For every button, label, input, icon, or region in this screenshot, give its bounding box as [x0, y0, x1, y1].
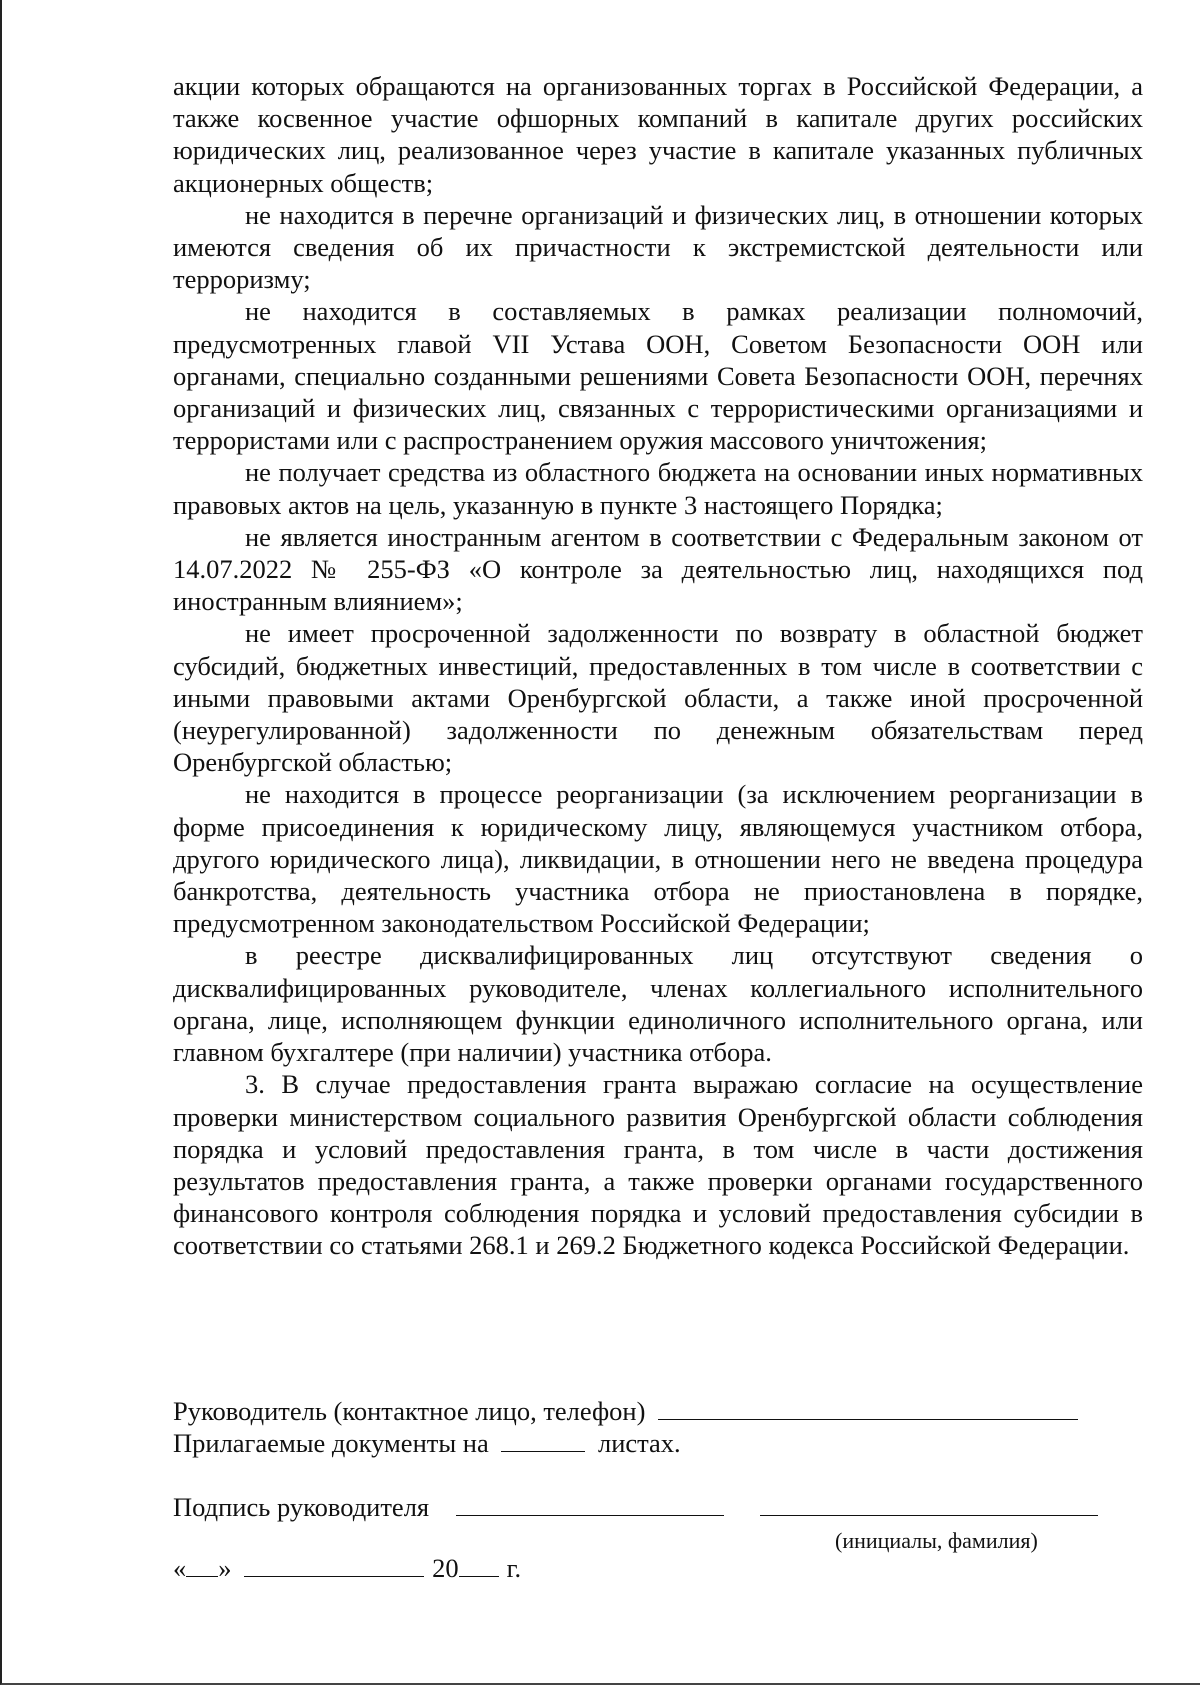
attachments-count-blank[interactable]: [501, 1450, 585, 1452]
paragraph-foreign-agent: не является иностранным агентом в соответствии с Федеральным законом от 14.07.2022 № 255-ФЗ «О контроле за деятельностью лиц, находящихся под иностранным влиянием»;: [173, 521, 1143, 617]
signature-row: [173, 1491, 1098, 1523]
month-blank[interactable]: [244, 1575, 424, 1577]
document-body: [173, 70, 1143, 1262]
paragraph-reorganization: не находится в процессе реорганизации (за исключением реорганизации в форме присоединения к юридическому лицу, являющемуся участником отбора, другого юридического лица), ликвидации, в отношении него не введена процедура банкротства, деятельность участника отбора не приостановлена в порядке, предусмотренном законодательством Российской Федерации;: [173, 779, 1143, 939]
paragraph-continuation: акции которых обращаются на организованных торгах в Российской Федерации, а также косвенное участие офшорных компаний в капитале других российских юридических лиц, реализованное через участие в капитале указанных публичных акционерных обществ;: [173, 71, 1143, 198]
contact-blank-line[interactable]: [658, 1418, 1078, 1420]
attachments-row: [173, 1427, 681, 1459]
signature-blank-line[interactable]: [456, 1514, 724, 1516]
date-open-quote: «: [173, 1553, 187, 1583]
contact-row: [173, 1395, 1078, 1427]
paragraph-extremism-list: не находится в перечне организаций и физических лиц, в отношении которых имеются сведения об их причастности к экстремистской деятельности или терроризму;: [173, 199, 1143, 295]
paragraph-un-sanctions-list: не находится в составляемых в рамках реализации полномочий, предусмотренных главой VII Устава ООН, Советом Безопасности ООН или органами, специально созданными решениями Совета Безопасности ООН, перечнях организаций и физических лиц, связанных с террористическими организациями и террористами или с распространением оружия массового уничтожения;: [173, 296, 1143, 456]
date-close-quote: »: [218, 1553, 232, 1583]
paragraph-disqualified-persons: в реестре дисквалифицированных лиц отсутствуют сведения о дисквалифицированных руководителе, членах коллегиального исполнительного органа, лице, исполняющем функции единоличного исполнительного органа, или главном бухгалтере (при наличии) участника отбора.: [173, 940, 1143, 1068]
signature-label: Подпись руководителя: [173, 1492, 430, 1522]
year-prefix: 20: [432, 1553, 459, 1583]
paragraph-overdue-debt: не имеет просроченной задолженности по возврату в областной бюджет субсидий, бюджетных инвестиций, предоставленных в том числе в соответствии с иными правовыми актами Оренбургской области, а также иной просроченной (неурегулированной) задолженности по денежным обязательствам перед Оренбургской областью;: [173, 618, 1143, 778]
date-row: [173, 1552, 521, 1584]
year-blank[interactable]: [459, 1575, 499, 1577]
day-blank[interactable]: [186, 1575, 218, 1577]
contact-label: Руководитель (контактное лицо, телефон): [173, 1396, 646, 1426]
year-suffix: г.: [506, 1553, 522, 1583]
initials-hint: (инициалы, фамилия): [835, 1528, 1038, 1553]
attachments-suffix: листах.: [597, 1428, 681, 1458]
paragraph-regional-budget-funds: не получает средства из областного бюджета на основании иных нормативных правовых актов на цель, указанную в пункте 3 настоящего Порядка;: [173, 457, 1143, 520]
paragraph-consent-to-audit: 3. В случае предоставления гранта выражаю согласие на осуществление проверки министерством социального развития Оренбургской области соблюдения порядка и условий предоставления гранта, в том числе в части достижения результатов предоставления гранта, а также проверки органами государственного финансового контроля соблюдения порядка и условий предоставления субсидии в соответствии со статьями 268.1 и 269.2 Бюджетного кодекса Российской Федерации.: [173, 1069, 1143, 1261]
initials-blank-line[interactable]: [760, 1514, 1098, 1516]
attachments-prefix: Прилагаемые документы на: [173, 1428, 489, 1458]
